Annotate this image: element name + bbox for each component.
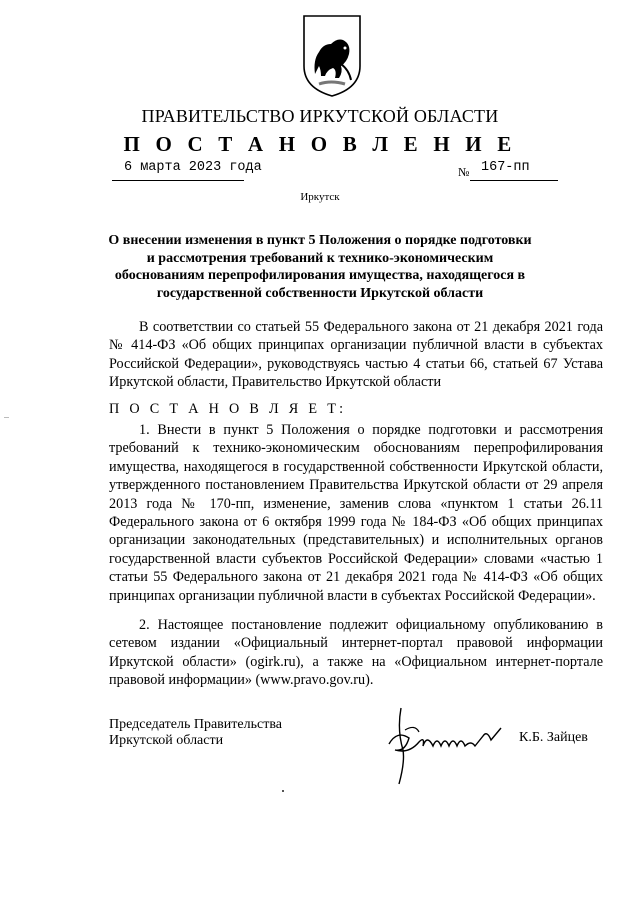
document-title: О внесении изменения в пункт 5 Положения о порядке подготовки и рассмотрения требований к технико-экономическим обоснованиям перепрофилирования имущества, находящегося в государственной собственности Иркутской области: [108, 233, 532, 301]
document-type: П О С Т А Н О В Л Е Н И Е: [123, 132, 517, 156]
document-date: 6 марта 2023 года: [124, 160, 262, 175]
decree-word: П О С Т А Н О В Л Я Е Т:: [109, 401, 347, 417]
city-name: Иркутск: [300, 191, 340, 203]
document-number: 167-пп: [481, 160, 530, 175]
scan-dot: [282, 790, 284, 792]
margin-mark: [4, 417, 9, 418]
signatory-position: [109, 717, 282, 749]
position-line-1: Председатель Правительства: [109, 717, 282, 732]
position-line-2: Иркутской области: [109, 733, 224, 748]
number-sign: №: [458, 165, 470, 179]
number-underline: [470, 180, 558, 181]
date-underline: [112, 180, 244, 181]
item-2-paragraph: 2. Настоящее постановление подлежит официальному опубликованию в сетевом издании «Официальный интернет-портал правовой информации Иркутской области» (ogirk.ru), а также на «Официальном интернет-портале правовой информации» (www.pravo.gov.ru).: [109, 617, 603, 689]
signer-name: К.Б. Зайцев: [519, 730, 588, 745]
coat-of-arms-icon: [301, 14, 363, 98]
handwritten-signature: [375, 700, 515, 790]
preamble-paragraph: В соответствии со статьей 55 Федерального закона от 21 декабря 2021 года № 414-ФЗ «Об общих принципах организации публичной власти в субъектах Российской Федерации», руководствуясь частью 4 статьи 66, статьей 67 Устава Иркутской области, Правительство Иркутской области: [109, 319, 603, 391]
government-name: ПРАВИТЕЛЬСТВО ИРКУТСКОЙ ОБЛАСТИ: [141, 106, 499, 126]
item-1-paragraph: 1. Внести в пункт 5 Положения о порядке подготовки и рассмотрения требований к технико-экономическим обоснованиям перепрофилирования имущества, находящегося в государственной собственности Иркутской области, утвержденного постановлением Правительства Иркутской области от 29 апреля 2013 года № 170-пп, изменение, заменив слова «пунктом 1 статьи 26.11 Федерального закона от 6 октября 1999 года № 184-ФЗ «Об общих принципах организации законодательных (представительных) и исполнительных органов государственной власти субъектов Российской Федерации» словами «частью 1 статьи 55 Федерального закона от 21 декабря 2021 года № 414-ФЗ «Об общих принципах организации публичной власти в субъектах Российской Федерации».: [109, 422, 603, 604]
